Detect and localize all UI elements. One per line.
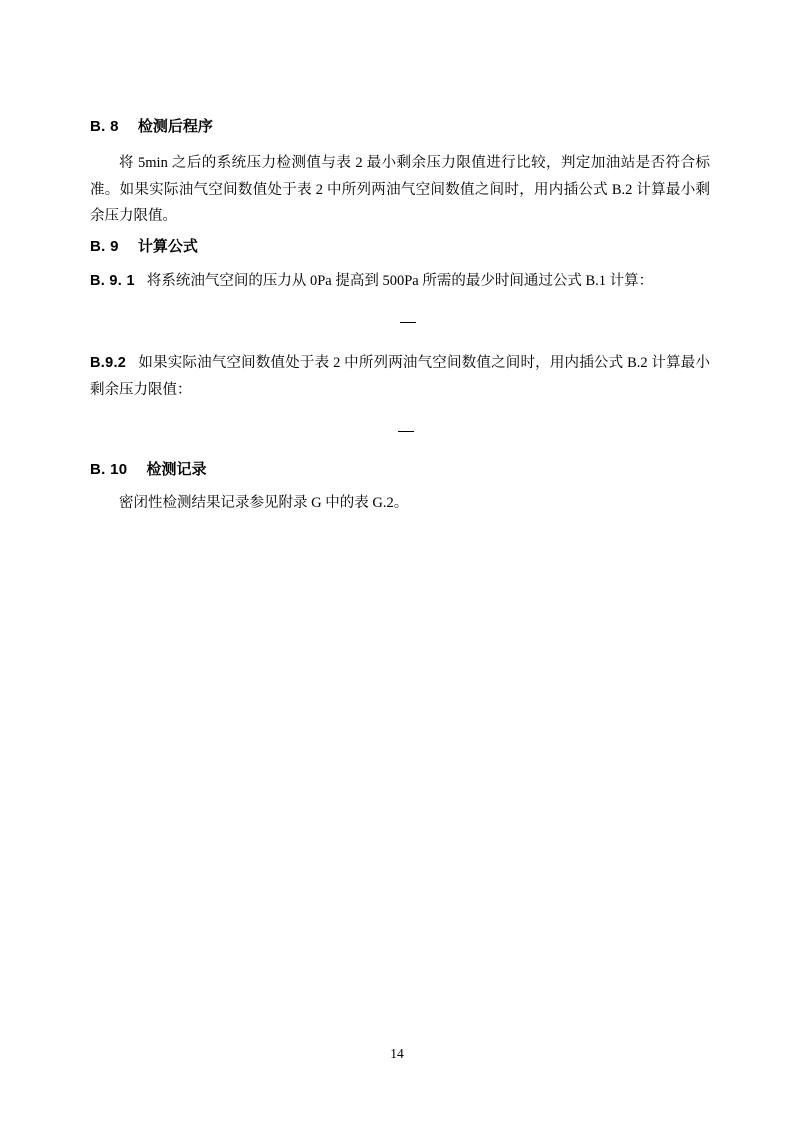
section-number-b10: B. 10	[90, 460, 128, 478]
fraction-b1-denominator	[400, 323, 416, 325]
clause-number-b92: B.9.2	[90, 355, 127, 372]
formula-b1	[384, 320, 416, 325]
formula-b1-row	[90, 297, 710, 347]
paragraph-b10: 密闭性检测结果记录参见附录 G 中的表 G.2。	[119, 494, 409, 511]
fraction-b2-denominator	[398, 432, 414, 434]
clause-number-b91: B. 9. 1	[90, 272, 135, 289]
section-heading-b9	[90, 238, 710, 256]
formula-b2-row	[90, 407, 710, 457]
clause-b91	[90, 268, 710, 295]
section-heading-b10	[90, 461, 710, 479]
section-number-b8: B. 8	[90, 118, 119, 135]
section-heading-b8	[90, 118, 710, 136]
clause-text-b92: 如果实际油气空间数值处于表 2 中所列两油气空间数值之间时，用内插公式 B.2 计算最小剩余压力限值：	[90, 355, 710, 398]
section-title-b8: 检测后程序	[137, 118, 213, 135]
section-title-b10: 检测记录	[146, 460, 207, 478]
fraction-b2	[398, 429, 414, 434]
page-content	[90, 118, 710, 516]
fraction-b1	[400, 320, 416, 325]
section-number-b9: B. 9	[90, 237, 119, 255]
formula-b2	[382, 429, 418, 434]
page-number: 14	[390, 1046, 404, 1061]
clause-text-b91: 将系统油气空间的压力从 0Pa 提高到 500Pa 所需的最少时间通过公式 B.1 计算：	[146, 272, 654, 289]
section-title-b9: 计算公式	[137, 237, 198, 255]
clause-b92	[90, 350, 710, 403]
paragraph-b8: 将 5min 之后的系统压力检测值与表 2 最小剩余压力限值进行比较，判定加油站是否符合标准。如果实际油气空间数值处于表 2 中所列两油气空间数值之间时，用内插公式 B.2 计算最小剩余压力限值。	[90, 155, 710, 225]
